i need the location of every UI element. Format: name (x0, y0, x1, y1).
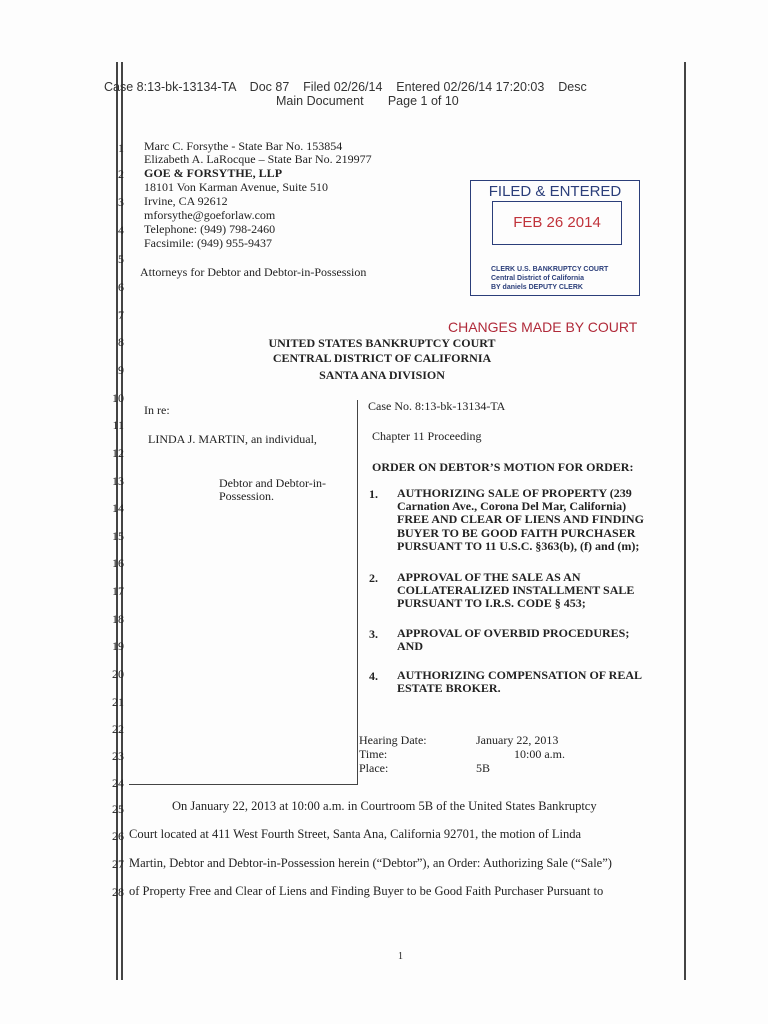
order-item-number: 2. (369, 571, 378, 585)
line-number: 24 (112, 776, 124, 790)
order-item-number: 1. (369, 487, 378, 501)
attorney-line: 18101 Von Karman Avenue, Suite 510 (144, 180, 328, 194)
line-number: 5 (118, 252, 124, 266)
debtor-role: Possession. (219, 489, 275, 503)
line-number: 15 (112, 529, 124, 543)
line-number: 26 (112, 829, 124, 843)
stamp-by: BY daniels DEPUTY CLERK (491, 284, 583, 291)
body-line: of Property Free and Clear of Liens and Finding Buyer to be Good Faith Purchaser Pursuant to (129, 884, 604, 898)
court-division: SANTA ANA DIVISION (319, 368, 445, 382)
attorney-telephone: Telephone: (949) 798-2460 (144, 222, 276, 236)
line-number: 10 (112, 391, 124, 405)
order-item-text: APPROVAL OF OVERBID PROCEDURES; AND (397, 626, 630, 654)
hearing-time-label: Time: (359, 747, 388, 761)
line-number: 2 (118, 167, 124, 181)
document-header-line-1: Case 8:13-bk-13134-TA Doc 87 Filed 02/26/14 Entered 02/26/14 17:20:03 Desc (104, 80, 587, 94)
line-number: 13 (112, 474, 124, 488)
line-number: 28 (112, 885, 124, 899)
hearing-date: January 22, 2013 (476, 733, 559, 747)
page-number: 1 (398, 951, 403, 962)
hearing-date-label: Hearing Date: (359, 733, 427, 747)
court-district: CENTRAL DISTRICT OF CALIFORNIA (272, 351, 492, 365)
in-re-label: In re: (144, 403, 170, 417)
stamp-clerk: CLERK U.S. BANKRUPTCY COURT (491, 266, 609, 273)
changes-made-by-court-note: CHANGES MADE BY COURT (448, 319, 638, 335)
firm-name: GOE & FORSYTHE, LLP (144, 166, 283, 180)
line-number: 12 (112, 446, 124, 460)
line-number: 18 (112, 612, 124, 626)
hearing-place: 5B (476, 761, 491, 775)
line-number: 4 (118, 223, 124, 237)
line-number: 25 (112, 802, 124, 816)
order-item-number: 3. (369, 627, 378, 641)
line-number: 8 (118, 335, 124, 349)
body-line: Martin, Debtor and Debtor-in-Possession herein (“Debtor”), an Order: Authorizing Sale (“Sale”) (129, 856, 612, 870)
line-number: 19 (112, 639, 124, 653)
attorneys-for: Attorneys for Debtor and Debtor-in-Possession (140, 265, 367, 279)
attorney-line: Elizabeth A. LaRocque – State Bar No. 219977 (144, 152, 372, 166)
document-header-line-2: Main Document Page 1 of 10 (276, 94, 459, 108)
attorney-facsimile: Facsimile: (949) 955-9437 (144, 236, 272, 250)
court-name: UNITED STATES BANKRUPTCY COURT (268, 336, 496, 350)
order-item-number: 4. (369, 669, 378, 683)
stamp-district: Central District of California (491, 275, 584, 282)
line-number: 3 (118, 195, 124, 209)
line-number: 7 (118, 308, 124, 322)
hearing-place-label: Place: (359, 761, 389, 775)
line-number: 22 (112, 722, 124, 736)
line-number: 20 (112, 667, 124, 681)
attorney-line: Irvine, CA 92612 (144, 194, 228, 208)
filed-entered-stamp (470, 180, 640, 296)
line-number: 9 (118, 363, 124, 377)
line-number: 21 (112, 695, 124, 709)
caption-bottom-rule (129, 784, 358, 785)
line-number: 11 (112, 418, 124, 432)
order-item-text: APPROVAL OF THE SALE AS AN COLLATERALIZED INSTALLMENT SALE PURSUANT TO I.R.S. CODE § 453; (397, 570, 635, 611)
order-item-text: AUTHORIZING COMPENSATION OF REAL ESTATE BROKER. (397, 668, 643, 696)
attorney-email: mforsythe@goeforlaw.com (144, 208, 276, 222)
stamp-title: FILED & ENTERED (488, 183, 622, 200)
stamp-date-box (492, 201, 622, 245)
right-margin-rule (684, 62, 686, 980)
chapter-proceeding: Chapter 11 Proceeding (372, 429, 482, 443)
line-number: 27 (112, 857, 124, 871)
line-number: 16 (112, 556, 124, 570)
hearing-time: 10:00 a.m. (514, 747, 565, 761)
line-number: 23 (112, 749, 124, 763)
debtor-name: LINDA J. MARTIN, an individual, (148, 432, 317, 446)
order-title: ORDER ON DEBTOR’S MOTION FOR ORDER: (372, 460, 634, 474)
caption-divider (357, 400, 358, 784)
body-line: Court located at 411 West Fourth Street, Santa Ana, California 92701, the motion of Linda (129, 827, 582, 841)
stamp-date: FEB 26 2014 (513, 214, 601, 231)
line-number: 17 (112, 584, 124, 598)
body-line: On January 22, 2013 at 10:00 a.m. in Courtroom 5B of the United States Bankruptcy (172, 799, 597, 813)
line-number: 1 (118, 141, 124, 155)
line-number: 14 (112, 501, 124, 515)
line-number: 6 (118, 280, 124, 294)
debtor-role: Debtor and Debtor-in- (219, 476, 327, 490)
order-item-text: AUTHORIZING SALE OF PROPERTY (239 Carnation Ave., Corona Del Mar, California) FREE AND CLEAR OF LIENS AND FINDING BUYER TO BE GOOD FAITH PURCHASER PURSUANT TO 11 U.S.C. §363(b), (f) and (m); (397, 486, 644, 553)
case-number: Case No. 8:13-bk-13134-TA (368, 399, 506, 413)
attorney-line: Marc C. Forsythe - State Bar No. 153854 (144, 139, 343, 153)
